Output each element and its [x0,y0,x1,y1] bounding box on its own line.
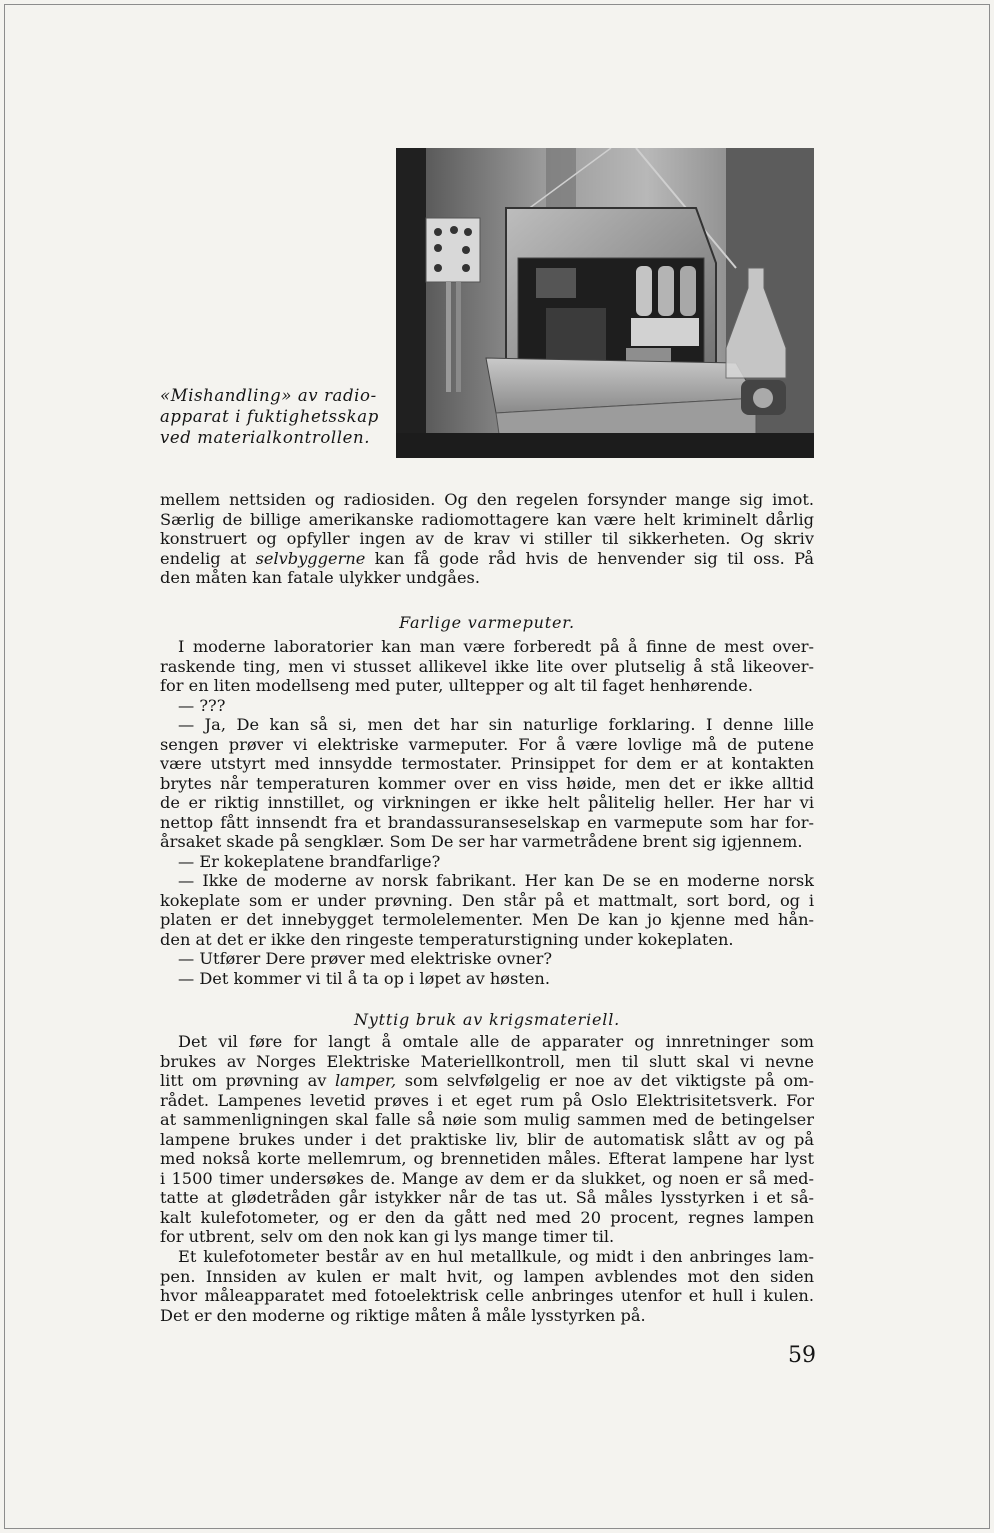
text-line: de er riktig innstillet, og virkningen er ikke helt pålitelig heller. Her har vi [160,793,814,812]
text-line: kalt kulefotometer, og er den da gått ned med 20 procent, regnes lampen [160,1207,814,1227]
dialog-line: — Utfører Dere prøver med elektriske ovner? [178,949,553,968]
dialog-kokeplater [160,852,814,872]
paragraph-kokeplate [160,871,814,949]
paragraph-varmeputer [160,715,814,852]
photo-caption [160,385,385,448]
dialog-line: — ??? [178,696,226,715]
text-line: mellem nettsiden og radiosiden. Og den regelen forsynder mange sig imot. [160,490,814,509]
text-line: litt om prøvning av lamper, som selvfølgelig er noe av det viktigste på om- [160,1071,814,1090]
radio-photo [396,148,814,458]
text-line: nettop fått innsendt fra et brandassuranseselskap en varmepute som har for- [160,812,814,832]
text-line: brukes av Norges Elektriske Materiellkontroll, men til slutt skal vi nevne [160,1051,814,1071]
text-line: rådet. Lampenes levetid prøves i et eget rum på Oslo Elektrisitetsverk. For [160,1090,814,1110]
heading-farlige-varmeputer: Farlige varmeputer. [399,613,575,632]
page-number: 59 [788,1343,816,1368]
text-line: — Ikke de moderne av norsk fabrikant. Her kan De se en moderne norsk [178,871,814,890]
text-line: hvor måleapparatet med fotoelektrisk celle anbringes utenfor et hull i kulen. [160,1286,814,1305]
text-line: for utbrent, selv om den nok kan gi lys mange timer til. [160,1227,615,1246]
text-line: årsaket skade på sengklær. Som De ser har varmetrådene brent sig igjennem. [160,832,803,851]
dialog-question-marks [160,696,814,716]
text-line: konstruert og opfyller ingen av de krav vi stiller til sikkerheten. Og skriv [160,529,814,548]
caption-line: apparat i fuktighetsskap [160,407,379,426]
text-line: i 1500 timer undersøkes de. Mange av dem er da slukket, og noen er så med- [160,1168,814,1188]
text-line: at sammenligningen skal falle så nøie som mulig sammen med de betingelser [160,1110,814,1129]
text-line: brytes når temperaturen kommer over en viss høide, men det er ikke alltid [160,773,814,793]
dialog-line: — Er kokeplatene brandfarlige? [178,852,441,871]
radio-cabinet-image [396,148,814,458]
text-line: Det er den moderne og riktige måten å måle lysstyrken på. [160,1305,646,1325]
paragraph-kulefotometer [160,1247,814,1325]
text-line: Særlig de billige amerikanske radiomottagere kan være helt kriminelt dårlig [160,509,814,529]
caption-line: ved materialkontrollen. [160,428,371,447]
text-line: tatte at glødetråden går istykker når de tas ut. Så måles lysstyrken i et så- [160,1188,814,1207]
text-line: raskende ting, men vi stusset allikevel ikke lite over plutselig å stå likeover- [160,656,814,676]
emphasis: lamper, [334,1071,397,1090]
text-line: endelig at selvbyggerne kan få gode råd hvis de henvender sig til oss. På [160,548,814,568]
dialog-ovner [160,949,814,988]
paragraph-lamper [160,1032,814,1247]
paragraph-laboratorier [160,637,814,696]
heading-krigsmateriell: Nyttig bruk av krigsmateriell. [353,1010,621,1029]
text-line: kokeplate som er under prøvning. Den står på et mattmalt, sort bord, og i [160,890,814,910]
text-line: pen. Innsiden av kulen er malt hvit, og lampen avblendes mot den siden [160,1266,814,1286]
emphasis: selvbyggerne [255,548,366,568]
text-line: platen er det innebygget termolelementer. Men De kan jo kjenne med hån- [160,910,814,929]
caption-line: «Mishandling» av radio- [160,386,377,405]
text-line: den at det er ikke den ringeste temperaturstigning under kokeplaten. [160,929,734,949]
text-line: Det vil føre for langt å omtale alle de apparater og innretninger som [178,1032,814,1051]
dialog-line: — Det kommer vi til å ta op i løpet av høsten. [178,968,550,988]
text-line: lampene brukes under i det praktiske liv, blir de automatisk slått av og på [160,1129,814,1149]
text-line: med nokså korte mellemrum, og brennetiden måles. Efterat lampene har lyst [160,1149,814,1168]
text-line: sengen prøver vi elektriske varmeputer. For å være lovlige må de putene [160,734,814,754]
text-line: for en liten modellseng med puter, ulltepper og alt til faget henhørende. [160,676,754,695]
text-line: Et kulefotometer består av en hul metallkule, og midt i den anbringes lam- [178,1247,814,1266]
paragraph-nett-radio [160,490,814,588]
text-line: være utstyrt med innsydde termostater. Prinsippet for dem er at kontakten [160,754,814,773]
text-line: — Ja, De kan så si, men det har sin naturlige forklaring. I denne lille [178,715,814,734]
text-line: I moderne laboratorier kan man være forberedt på å finne de mest over- [178,637,814,656]
text-line: den måten kan fatale ulykker undgåes. [160,568,480,587]
